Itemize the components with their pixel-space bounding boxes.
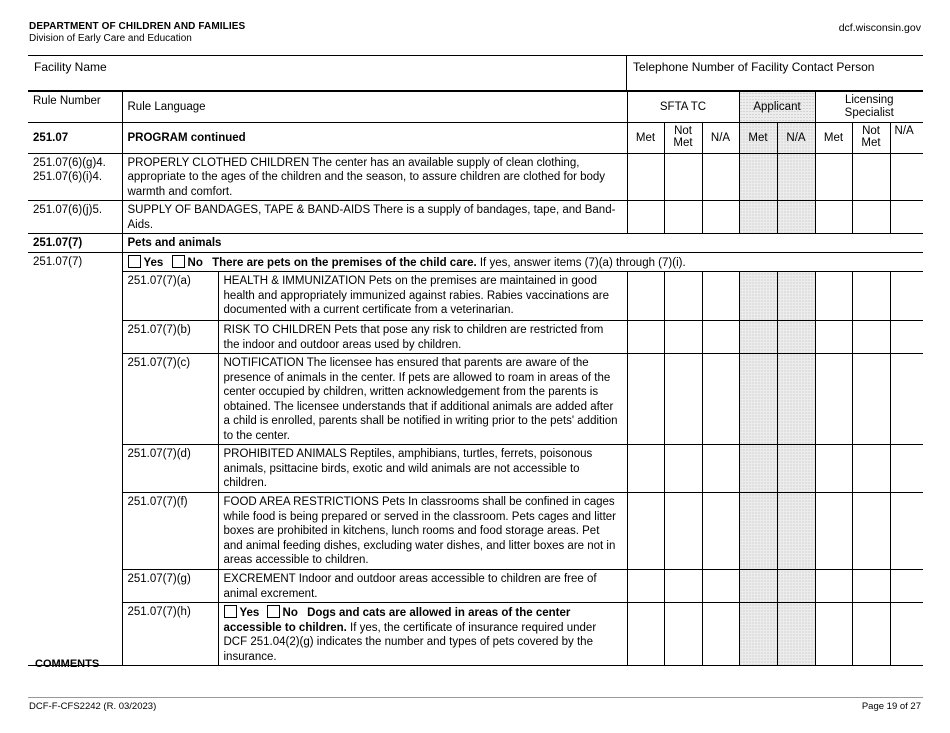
comments-label: COMMENTS — [35, 658, 100, 670]
yes-checkbox[interactable] — [224, 605, 237, 618]
licensing-met-cell[interactable] — [815, 445, 852, 493]
licensing-not-met-cell[interactable] — [852, 153, 890, 201]
sub-rule-text — [218, 603, 627, 666]
applicant-met-cell[interactable] — [739, 272, 777, 321]
no-checkbox[interactable] — [172, 255, 185, 268]
sub-rule-number: 251.07(7)(f) — [122, 493, 218, 570]
licensing-na-cell[interactable] — [890, 201, 923, 234]
no-label: No — [282, 607, 298, 619]
applicant-met-cell[interactable] — [739, 321, 777, 354]
sfta-header: SFTA TC — [627, 91, 739, 122]
licensing-na-cell[interactable] — [890, 445, 923, 493]
licensing-na-cell[interactable] — [890, 603, 923, 666]
sfta-na-cell[interactable] — [702, 493, 739, 570]
applicant-na-header: N/A — [777, 122, 815, 153]
sfta-met-cell[interactable] — [627, 354, 664, 445]
sfta-not-met-cell[interactable] — [664, 201, 702, 234]
sfta-not-met-cell[interactable] — [664, 445, 702, 493]
licensing-met-cell[interactable] — [815, 153, 852, 201]
sfta-met-cell[interactable] — [627, 201, 664, 234]
no-checkbox[interactable] — [267, 605, 280, 618]
applicant-met-cell[interactable] — [739, 603, 777, 666]
rule-text: SUPPLY OF BANDAGES, TAPE & BAND-AIDS There is a supply of bandages, tape, and Band-Aids. — [122, 201, 627, 234]
sub-rule-number: 251.07(7)(d) — [122, 445, 218, 493]
licensing-na-cell[interactable] — [890, 570, 923, 603]
sfta-na-cell[interactable] — [702, 354, 739, 445]
licensing-met-cell[interactable] — [815, 272, 852, 321]
sfta-met-cell[interactable] — [627, 272, 664, 321]
licensing-not-met-cell[interactable] — [852, 445, 890, 493]
section-row — [28, 122, 923, 153]
licensing-na-header: N/A — [890, 122, 923, 153]
table-row-clothing — [28, 153, 923, 201]
licensing-met-cell[interactable] — [815, 201, 852, 234]
sub-rule-text: RISK TO CHILDREN Pets that pose any risk to children are restricted from the indoor and outdoor areas used by children. — [218, 321, 627, 354]
sub-rule-text: NOTIFICATION The licensee has ensured that parents are aware of the presence of animals in the center. If pets are allowed to roam in areas of the center occupied by children, written acknowledgement from the parents is obtained. The licensee understands that if additional animals are added after a child is enrolled, parents shall be notified in writing prior to the pets' addition to the center. — [218, 354, 627, 445]
sfta-na-cell[interactable] — [702, 321, 739, 354]
sub-rule-number: 251.07(7)(a) — [122, 272, 218, 321]
applicant-na-cell[interactable] — [777, 201, 815, 234]
header-row-1 — [28, 91, 923, 122]
licensing-not-met-cell[interactable] — [852, 321, 890, 354]
licensing-not-met-cell[interactable] — [852, 354, 890, 445]
table-row-pets-heading — [28, 234, 923, 253]
sfta-na-cell[interactable] — [702, 570, 739, 603]
applicant-na-cell[interactable] — [777, 272, 815, 321]
section-title: PROGRAM continued — [122, 122, 627, 153]
pets-question — [122, 252, 923, 272]
sfta-met-cell[interactable] — [627, 570, 664, 603]
sfta-met-cell[interactable] — [627, 153, 664, 201]
licensing-na-cell[interactable] — [890, 272, 923, 321]
page-number: Page 19 of 27 — [861, 701, 921, 712]
sfta-met-cell[interactable] — [627, 321, 664, 354]
telephone-field[interactable] — [627, 56, 923, 90]
sfta-na-cell[interactable] — [702, 153, 739, 201]
sfta-na-header: N/A — [702, 122, 739, 153]
licensing-met-header: Met — [815, 122, 852, 153]
sfta-na-cell[interactable] — [702, 445, 739, 493]
pets-question-bold: There are pets on the premises of the child care. — [212, 256, 477, 269]
applicant-na-cell[interactable] — [777, 153, 815, 201]
licensing-na-cell[interactable] — [890, 493, 923, 570]
table-row-bandages — [28, 201, 923, 234]
applicant-na-cell[interactable] — [777, 570, 815, 603]
sub-rule-text: EXCREMENT Indoor and outdoor areas accessible to children are free of animal excrement. — [218, 570, 627, 603]
sub-rule-number: 251.07(7)(g) — [122, 570, 218, 603]
sfta-met-cell[interactable] — [627, 603, 664, 666]
sfta-na-cell[interactable] — [702, 603, 739, 666]
sub-rule-text: HEALTH & IMMUNIZATION Pets on the premises are maintained in good health and appropriately immunized against rabies. Rabies vaccinations are documented with a current certificate from a veterinarian. — [218, 272, 627, 321]
table-row — [28, 603, 923, 666]
sfta-na-cell[interactable] — [702, 272, 739, 321]
applicant-met-header: Met — [739, 122, 777, 153]
footer-divider — [28, 697, 923, 698]
pets-question-rest: If yes, answer items (7)(a) through (7)(i). — [476, 256, 686, 269]
applicant-na-cell[interactable] — [777, 321, 815, 354]
form-id: DCF-F-CFS2242 (R. 03/2023) — [29, 701, 157, 712]
licensing-not-met-cell[interactable] — [852, 570, 890, 603]
licensing-not-met-cell[interactable] — [852, 272, 890, 321]
rule-number: 251.07(7) — [28, 234, 122, 253]
sfta-not-met-cell[interactable] — [664, 321, 702, 354]
rule-number: 251.07(6)(j)5. — [28, 201, 122, 234]
sfta-na-cell[interactable] — [702, 201, 739, 234]
licensing-met-cell[interactable] — [815, 321, 852, 354]
rule-number-header: Rule Number — [28, 91, 122, 122]
sub-rule-text: FOOD AREA RESTRICTIONS Pets In classrooms shall be confined in cages while food is being prepared or served in the classroom. Pets cages and litter boxes are prohibited in kitchens, lunch rooms and food storage areas. Pet and animal feeding dishes, excluding water dishes, and litter boxes are not in areas accessible to children. — [218, 493, 627, 570]
page-header — [29, 21, 245, 44]
licensing-not-met-cell[interactable] — [852, 201, 890, 234]
table-row-pets-question — [28, 252, 923, 272]
no-label: No — [187, 256, 203, 269]
applicant-na-cell[interactable] — [777, 493, 815, 570]
applicant-met-cell[interactable] — [739, 201, 777, 234]
licensing-na-cell[interactable] — [890, 153, 923, 201]
table-row — [28, 354, 923, 445]
telephone-label: Telephone Number of Facility Contact Person — [633, 60, 875, 74]
facility-info-row — [28, 55, 923, 90]
yes-label: Yes — [239, 607, 260, 619]
licensing-na-cell[interactable] — [890, 321, 923, 354]
applicant-header: Applicant — [739, 91, 815, 122]
sfta-not-met-cell[interactable] — [664, 570, 702, 603]
yes-label: Yes — [143, 256, 164, 269]
licensing-met-cell[interactable] — [815, 603, 852, 666]
applicant-na-cell[interactable] — [777, 445, 815, 493]
licensing-header: Licensing Specialist — [815, 91, 923, 122]
yes-checkbox[interactable] — [128, 255, 141, 268]
licensing-not-met-cell[interactable] — [852, 603, 890, 666]
table-row — [28, 570, 923, 603]
applicant-met-cell[interactable] — [739, 493, 777, 570]
licensing-na-cell[interactable] — [890, 354, 923, 445]
sfta-not-met-cell[interactable] — [664, 354, 702, 445]
licensing-met-cell[interactable] — [815, 354, 852, 445]
sfta-not-met-cell[interactable] — [664, 603, 702, 666]
licensing-met-cell[interactable] — [815, 493, 852, 570]
licensing-not-met-cell[interactable] — [852, 493, 890, 570]
sfta-met-cell[interactable] — [627, 493, 664, 570]
applicant-met-cell[interactable] — [739, 354, 777, 445]
table-row — [28, 321, 923, 354]
sfta-met-header: Met — [627, 122, 664, 153]
division-name: Division of Early Care and Education — [29, 33, 192, 44]
rule-text: PROPERLY CLOTHED CHILDREN The center has an available supply of clean clothing, appropriate to the ages of the children and the season, to assure children are clothed for body warmth and comfort. — [122, 153, 627, 201]
sfta-not-met-cell[interactable] — [664, 493, 702, 570]
sub-rule-number: 251.07(7)(b) — [122, 321, 218, 354]
table-row — [28, 493, 923, 570]
licensing-not-met-header: Not Met — [852, 122, 890, 153]
section-number: 251.07 — [28, 122, 122, 153]
facility-name-label: Facility Name — [34, 60, 107, 74]
department-name: DEPARTMENT OF CHILDREN AND FAMILIES — [29, 21, 246, 32]
table-row — [28, 445, 923, 493]
applicant-met-cell[interactable] — [739, 570, 777, 603]
dogs-cats-rest: If yes, the certificate of insurance required under DCF 251.04(2)(g) indicates the number and types of pets covered by the insurance. — [223, 621, 597, 663]
checklist-table — [28, 90, 923, 666]
sub-rule-number: 251.07(7)(h) — [122, 603, 218, 666]
sfta-not-met-header: Not Met — [664, 122, 702, 153]
dogs-cats-bold: Dogs and cats are allowed in areas of the center accessible to children. — [223, 607, 571, 634]
applicant-na-cell[interactable] — [777, 354, 815, 445]
website-url: dcf.wisconsin.gov — [838, 22, 921, 34]
sfta-not-met-cell[interactable] — [664, 272, 702, 321]
licensing-met-cell[interactable] — [815, 570, 852, 603]
sub-rule-number: 251.07(7)(c) — [122, 354, 218, 445]
sub-rule-text: PROHIBITED ANIMALS Reptiles, amphibians, turtles, ferrets, poisonous animals, psittacine birds, exotic and wild animals are not accessible to children. — [218, 445, 627, 493]
table-row — [28, 272, 923, 321]
rule-number: 251.07(7) — [28, 252, 122, 666]
facility-name-field[interactable] — [28, 56, 627, 90]
sfta-not-met-cell[interactable] — [664, 153, 702, 201]
applicant-na-cell[interactable] — [777, 603, 815, 666]
applicant-met-cell[interactable] — [739, 153, 777, 201]
rule-number: 251.07(6)(g)4. 251.07(6)(i)4. — [28, 153, 122, 201]
rule-language-header: Rule Language — [122, 91, 627, 122]
sfta-met-cell[interactable] — [627, 445, 664, 493]
applicant-met-cell[interactable] — [739, 445, 777, 493]
pets-heading-title: Pets and animals — [122, 234, 923, 253]
